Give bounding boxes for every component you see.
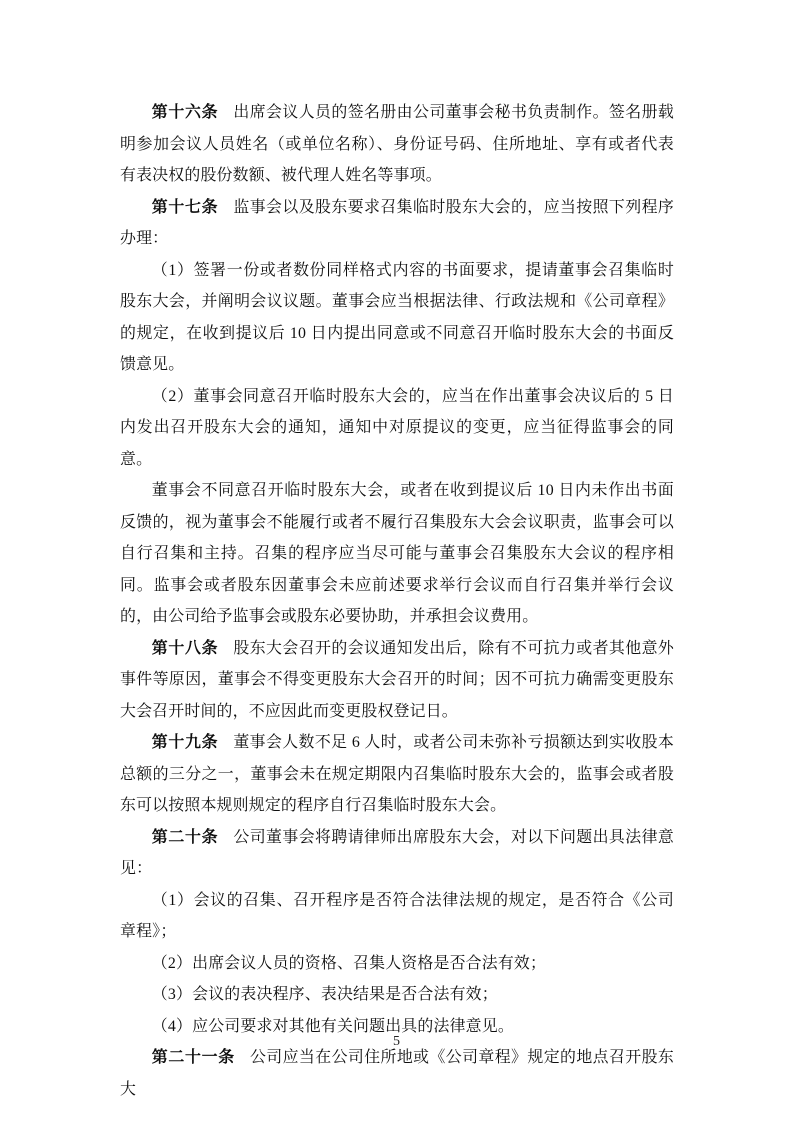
article-number: 第二十一条 <box>151 1049 235 1066</box>
paragraph-text: 监事会以及股东要求召集临时股东大会的，应当按照下列程序办理： <box>120 198 675 247</box>
article-number: 第十九条 <box>151 734 219 751</box>
paragraph-text: （1）签署一份或者数份同样格式内容的书面要求，提请董事会召集临时股东大会，并阐明会议议题。董事会应当根据法律、行政法规和《公司章程》的规定，在收到提议后 10 日内提出同意或不同意召开临时股东大会的书面反馈意见。 <box>120 261 674 373</box>
paragraph-text: （3）会议的表决程序、表决结果是否合法有效； <box>151 986 498 1003</box>
article-paragraph <box>120 727 674 822</box>
article-number: 第十八条 <box>151 639 219 657</box>
paragraph-text: （4）应公司要求对其他有关问题出具的法律意见。 <box>151 1017 514 1035</box>
paragraph-text: （1）会议的召集、召开程序是否符合法律法规的规定，是否符合《公司章程》； <box>120 891 674 940</box>
paragraph-text: 董事会不同意召开临时股东大会，或者在收到提议后 10 日内未作出书面反馈的，视为董事会不能履行或者不履行召集股东大会会议职责，监事会可以自行召集和主持。召集的程序应当尽可能与董事会召集股东大会议的程序相同。监事会或者股东因董事会未应前述要求举行会议而自行召集并举行会议的，由公司给予监事会或股东必要协助，并承担会议费用。 <box>120 482 674 625</box>
article-paragraph <box>120 822 674 885</box>
article-number: 第二十条 <box>151 828 219 846</box>
body-paragraph <box>120 475 674 633</box>
article-paragraph <box>120 97 674 192</box>
list-item-paragraph <box>120 948 674 980</box>
list-item-paragraph <box>120 885 674 948</box>
paragraph-text: 出席会议人员的签名册由公司董事会秘书负责制作。签名册载明参加会议人员姓名（或单位名称）、身份证号码、住所地址、享有或者代表有表决权的股份数额、被代理人姓名等事项。 <box>120 104 675 184</box>
paragraph-text: 公司应当在公司住所地或《公司章程》规定的地点召开股东大 <box>120 1049 675 1098</box>
list-item-paragraph <box>120 381 674 476</box>
article-number: 第十六条 <box>151 104 219 121</box>
page-number: 5 <box>393 1034 400 1049</box>
paragraph-text: （2）出席会议人员的资格、召集人资格是否合法有效； <box>151 954 547 972</box>
paragraph-text: （2）董事会同意召开临时股东大会的，应当在作出董事会决议后的 5 日内发出召开股东大会的通知，通知中对原提议的变更，应当征得监事会的同意。 <box>120 387 674 468</box>
list-item-paragraph <box>120 255 674 381</box>
document-body <box>120 97 674 1105</box>
paragraph-text: 股东大会召开的会议通知发出后，除有不可抗力或者其他意外事件等原因，董事会不得变更股东大会召开的时间；因不可抗力确需变更股东大会召开时间的，不应因此而变更股权登记日。 <box>120 639 675 720</box>
article-paragraph <box>120 192 674 255</box>
article-paragraph <box>120 633 674 728</box>
article-paragraph <box>120 1042 674 1105</box>
list-item-paragraph <box>120 979 674 1011</box>
paragraph-text: 董事会人数不足 6 人时，或者公司未弥补亏损额达到实收股本总额的三分之一，董事会未在规定期限内召集临时股东大会的，监事会或者股东可以按照本规则规定的程序自行召集临时股东大会。 <box>120 734 674 814</box>
paragraph-text: 公司董事会将聘请律师出席股东大会，对以下问题出具法律意见： <box>120 828 675 877</box>
article-number: 第十七条 <box>151 198 219 216</box>
